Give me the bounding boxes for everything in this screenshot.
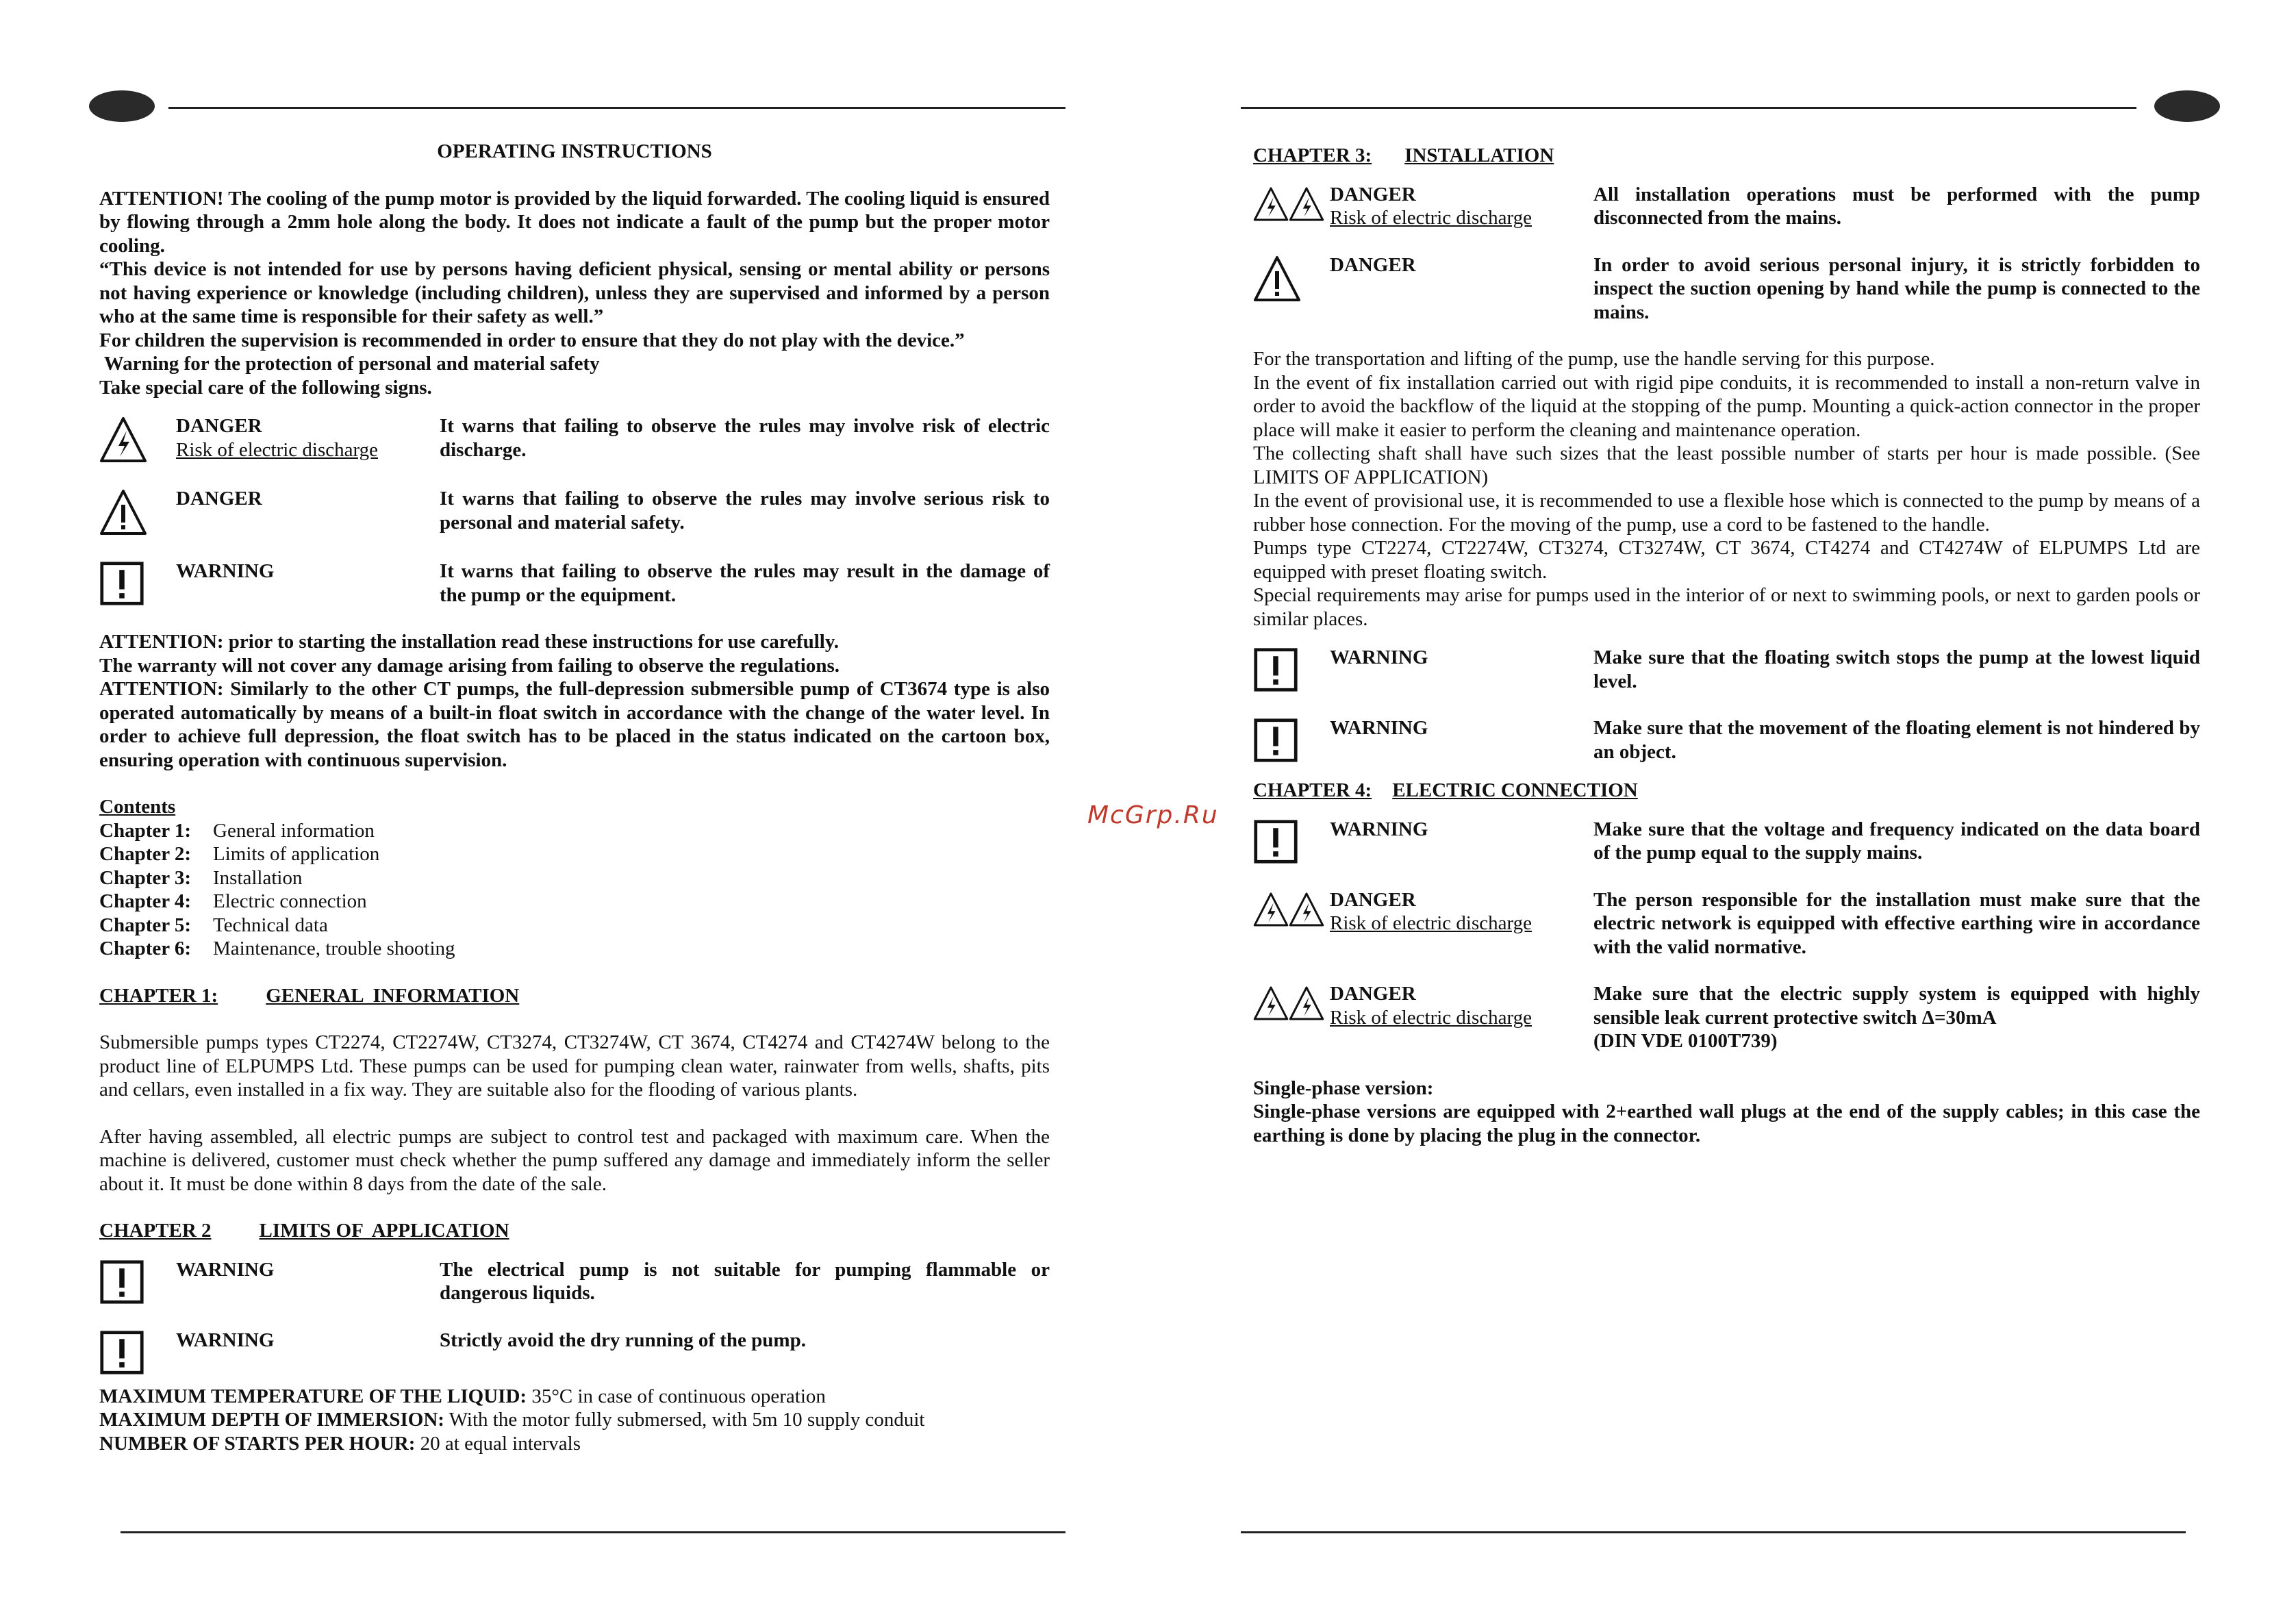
sign-label: DANGER bbox=[1330, 253, 1416, 276]
chapter-title: LIMITS OF APPLICATION bbox=[259, 1220, 509, 1242]
page-marker-left bbox=[89, 90, 155, 122]
limit-row bbox=[99, 1408, 1050, 1432]
chapter-title: GENERAL INFORMATION bbox=[266, 984, 520, 1007]
installation-paragraph: For the transportation and lifting of the pump, use the handle serving for this purpose. bbox=[1253, 348, 1935, 370]
sign-sublabel: Risk of electric discharge bbox=[1330, 1006, 1532, 1029]
sign-electric-danger bbox=[99, 414, 1050, 464]
bottom-rule-right bbox=[1241, 1531, 2186, 1533]
contents-key: Chapter 1: bbox=[99, 819, 191, 842]
sign-warning bbox=[1253, 646, 2200, 693]
limit-value: 35°C in case of continuous operation bbox=[527, 1385, 826, 1407]
sign-text: It warns that failing to observe the rules may result in the damage of the pump or the equipment. bbox=[440, 560, 1050, 606]
chapter-3-heading bbox=[1253, 144, 2200, 168]
chapter-2-heading bbox=[99, 1219, 1050, 1243]
right-page-column bbox=[1253, 144, 2200, 1147]
contents-value: Electric connection bbox=[213, 890, 367, 912]
sign-text: All installation operations must be performed with the pump disconnected from the mains. bbox=[1593, 183, 2200, 229]
sign-electric-danger bbox=[1253, 888, 2200, 959]
sign-sublabel: Risk of electric discharge bbox=[1330, 912, 1532, 934]
sign-text: Make sure that the movement of the floating element is not hindered by an object. bbox=[1593, 717, 2200, 763]
page-marker-right bbox=[2154, 90, 2220, 122]
contents-value: Maintenance, trouble shooting bbox=[213, 938, 455, 959]
contents-key: Chapter 3: bbox=[99, 866, 191, 889]
exclamation-box-icon bbox=[99, 1258, 176, 1305]
sign-warning bbox=[1253, 716, 2200, 764]
chapter-4-heading bbox=[1253, 779, 2200, 803]
exclamation-box-icon bbox=[99, 560, 176, 606]
sign-text: In order to avoid serious personal injury, it is strictly forbidden to inspect the suction opening by hand while the pump is connected to the mains. bbox=[1593, 253, 2200, 323]
limit-value: 20 at equal intervals bbox=[415, 1432, 581, 1455]
exclamation-box-icon bbox=[1253, 818, 1330, 864]
installation-paragraph: Pumps type CT2274, CT2274W, CT3274, CT3274W, CT 3674, CT4274 and CT4274W of ELPUMPS Ltd are equipped with preset floating switch. bbox=[1253, 537, 2200, 583]
sign-text: It warns that failing to observe the rules may involve serious risk to personal and material safety. bbox=[440, 488, 1050, 533]
sign-label: WARNING bbox=[176, 1329, 275, 1351]
contents-value: Technical data bbox=[213, 914, 328, 936]
contents-value: Limits of application bbox=[213, 843, 380, 865]
sign-warning bbox=[1253, 818, 2200, 865]
installation-paragraph: Special requirements may arise for pumps used in the interior of or next to swimming pools, or next to garden pools or similar places. bbox=[1253, 584, 2200, 630]
limit-key: NUMBER OF STARTS PER HOUR: bbox=[99, 1432, 416, 1455]
sign-label: WARNING bbox=[1330, 646, 1428, 668]
double-electric-warning-icon bbox=[1253, 888, 1330, 929]
intro-paragraph-1: ATTENTION! The cooling of the pump motor is provided by the liquid forwarded. The cooling liquid is ensured by flowing through a 2mm hole along the body. It does not indicate a fault of the pump but the proper motor cooling. bbox=[99, 187, 1050, 257]
intro-paragraph-4: Warning for the protection of personal and material safety bbox=[99, 353, 600, 375]
warning-triangle-icon bbox=[99, 487, 176, 536]
sign-label: DANGER bbox=[1330, 888, 1416, 911]
contents-key: Chapter 2: bbox=[99, 843, 191, 865]
intro-paragraph-5: Take special care of the following signs. bbox=[99, 376, 432, 399]
sign-danger bbox=[99, 487, 1050, 536]
bottom-rule-left bbox=[121, 1531, 1065, 1533]
sign-text: The electrical pump is not suitable for pumping flammable or dangerous liquids. bbox=[440, 1258, 1050, 1304]
contents-key: Chapter 6: bbox=[99, 938, 191, 959]
double-electric-warning-icon bbox=[1253, 982, 1330, 1023]
limit-value: With the motor fully submersed, with 5m 10 supply conduit bbox=[444, 1409, 925, 1431]
limits-list bbox=[99, 1385, 1050, 1456]
sign-warning bbox=[99, 1329, 1050, 1375]
intro-paragraph-3: For children the supervision is recommended in order to ensure that they do not play with the device.” bbox=[99, 329, 965, 351]
installation-paragraph: In the event of provisional use, it is recommended to use a flexible hose which is connected to the pump by means of a rubber hose connection. For the moving of the pump, use a cord to be fastened to the handle. bbox=[1253, 490, 2200, 536]
page-title: OPERATING INSTRUCTIONS bbox=[437, 140, 712, 162]
chapter-1-heading bbox=[99, 984, 1050, 1008]
sign-text: Make sure that the voltage and frequency indicated on the data board of the pump equal to the supply mains. bbox=[1593, 818, 2200, 864]
limit-row bbox=[99, 1385, 1050, 1409]
attention-2: The warranty will not cover any damage arising from failing to observe the regulations. bbox=[99, 654, 840, 677]
sign-text: Make sure that the floating switch stops the pump at the lowest liquid level. bbox=[1593, 646, 2200, 692]
sign-label: WARNING bbox=[1330, 818, 1428, 840]
top-rule-right bbox=[1241, 107, 2136, 109]
sign-label: WARNING bbox=[1330, 717, 1428, 739]
top-rule-left bbox=[168, 107, 1065, 109]
contents-value: General information bbox=[213, 819, 375, 842]
double-electric-warning-icon bbox=[1253, 183, 1330, 224]
sign-danger bbox=[1253, 253, 2200, 325]
chapter-title: ELECTRIC CONNECTION bbox=[1392, 779, 1638, 801]
exclamation-box-icon bbox=[1253, 646, 1330, 692]
sign-text: Strictly avoid the dry running of the pump. bbox=[440, 1329, 806, 1351]
sign-electric-danger bbox=[1253, 183, 2200, 230]
attention-1: ATTENTION: prior to starting the installation read these instructions for use carefully. bbox=[99, 631, 839, 653]
chapter-1-paragraph-1: Submersible pumps types CT2274, CT2274W, CT3274, CT3274W, CT 3674, CT4274 and CT4274W belong to the product line of ELPUMPS Ltd. These pumps can be used for pumping clean water, rainwater from wells, shafts, pits and cellars, even installed in a fix way. They are suitable also for the flooding of various plants. bbox=[99, 1031, 1050, 1101]
limit-key: MAXIMUM TEMPERATURE OF THE LIQUID: bbox=[99, 1385, 527, 1407]
chapter-title: INSTALLATION bbox=[1404, 144, 1554, 166]
chapter-number: CHAPTER 1: bbox=[99, 984, 218, 1007]
limit-row bbox=[99, 1432, 1050, 1456]
sign-electric-danger bbox=[1253, 982, 2200, 1053]
contents-title: Contents bbox=[99, 796, 176, 818]
watermark: McGrp.Ru bbox=[1087, 801, 1219, 829]
sign-text: The person responsible for the installation must make sure that the electric network is equipped with effective earthing wire in accordance with the valid normative. bbox=[1593, 888, 2200, 958]
sign-label: DANGER bbox=[1330, 983, 1416, 1005]
single-phase-title: Single-phase version: bbox=[1253, 1077, 1434, 1099]
contents-key: Chapter 4: bbox=[99, 890, 191, 912]
exclamation-box-icon bbox=[1253, 716, 1330, 763]
installation-paragraph: In the event of fix installation carried out with rigid pipe conduits, it is recommended to install a non-return valve in order to avoid the backflow of the liquid at the stopping of the pump. Mounting a quick-action connector in the proper place will make it easier to perform the cleaning and maintenance operation. bbox=[1253, 371, 2200, 441]
chapter-number: CHAPTER 4: bbox=[1253, 779, 1372, 801]
chapter-number: CHAPTER 3: bbox=[1253, 144, 1372, 166]
left-page-column bbox=[99, 140, 1050, 1455]
single-phase-text: Single-phase versions are equipped with 2+earthed wall plugs at the end of the supply cables; in this case the earthing is done by placing the plug in the connector. bbox=[1253, 1101, 2200, 1146]
sign-warning bbox=[99, 560, 1050, 607]
limit-key: MAXIMUM DEPTH OF IMMERSION: bbox=[99, 1409, 444, 1431]
attention-3: ATTENTION: Similarly to the other CT pumps, the full-depression submersible pump of CT3674 type is also operated automatically by means of a built-in float switch in accordance with the change of the water level. In order to achieve full depression, the float switch has to be placed in the status indicated on the cartoon box, ensuring operation with continuous supervision. bbox=[99, 678, 1050, 771]
sign-text: It warns that failing to observe the rules may involve risk of electric discharge. bbox=[440, 415, 1050, 461]
exclamation-box-icon bbox=[99, 1329, 176, 1375]
sign-label: DANGER bbox=[1330, 183, 1416, 205]
installation-paragraph: The collecting shaft shall have such sizes that the least possible number of starts per hour is made possible. (See LIMITS OF APPLICATION) bbox=[1253, 442, 2200, 488]
intro-paragraph-2: “This device is not intended for use by persons having deficient physical, sensing or mental ability or persons not having experience or knowledge (including children), unless they are supervised and informed by a person who at the same time is responsible for their safety as well.” bbox=[99, 258, 1050, 327]
sign-warning bbox=[99, 1258, 1050, 1305]
chapter-1-paragraph-2: After having assembled, all electric pumps are subject to control test and packaged with maximum care. When the machine is delivered, customer must check whether the pump suffered any damage and immediately inform the seller about it. It must be done within 8 days from the date of the sale. bbox=[99, 1125, 1050, 1195]
sign-sublabel: Risk of electric discharge bbox=[176, 438, 378, 461]
sign-label: DANGER bbox=[176, 415, 262, 437]
sign-label: DANGER bbox=[176, 488, 262, 510]
contents-key: Chapter 5: bbox=[99, 914, 191, 936]
contents-list bbox=[99, 819, 1050, 961]
contents-value: Installation bbox=[213, 866, 303, 889]
sign-label: WARNING bbox=[176, 560, 275, 582]
chapter-number: CHAPTER 2 bbox=[99, 1220, 212, 1242]
electric-warning-icon bbox=[99, 414, 176, 464]
sign-text: Make sure that the electric supply system is equipped with highly sensible leak current protective switch Δ=30mA (DIN VDE 0100T739) bbox=[1593, 983, 2200, 1052]
sign-sublabel: Risk of electric discharge bbox=[1330, 207, 1532, 229]
sign-label: WARNING bbox=[176, 1258, 275, 1281]
warning-triangle-icon bbox=[1253, 253, 1330, 303]
